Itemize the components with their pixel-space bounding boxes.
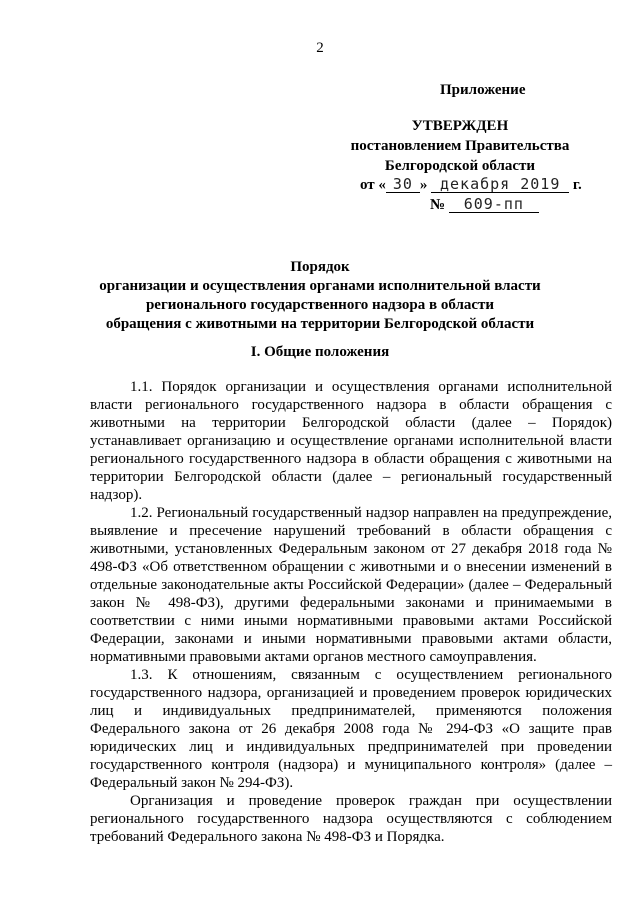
paragraph-1-2: 1.2. Региональный государственный надзор направлен на предупреждение, выявление и пресечение нарушений требований в области обращения с животными, установленных Федеральным законом от 27 декабря 2018 года № 498-ФЗ «Об ответственном обращении с животными и о внесении изменений в отдельные законодательные акты Российской Федерации» (далее – Федеральный закон № 498-ФЗ), другими федеральными законами и принимаемыми в соответствии с ними иными нормативными правовыми актами Российской Федерации, законами и иными нормативными правовыми актами области, нормативными правовыми актами органов местного самоуправления. <box>90 505 612 665</box>
approval-date-line <box>360 176 600 194</box>
number-value: 609-пп <box>449 196 539 213</box>
approval-number-line <box>430 196 539 214</box>
appendix-label: Приложение <box>440 82 526 98</box>
approved-label: УТВЕРЖДЕН <box>411 118 509 134</box>
title-line-1: Порядок <box>290 259 350 275</box>
title-line-3: регионального государственного надзора в области <box>145 297 495 313</box>
page-number: 2 <box>316 40 324 56</box>
paragraph-1-3: 1.3. К отношениям, связанным с осуществлением регионального государственного надзора, организацией и проведением проверок юридических лиц и индивидуальных предпринимателей, применяются положения Федерального закона от 26 декабря 2008 года № 294-ФЗ «О защите прав юридических лиц и индивидуальных предпринимателей при проведении государственного контроля (надзора) и муниципального контроля» (далее – Федеральный закон № 294-ФЗ). <box>90 667 612 791</box>
date-suffix: г. <box>572 177 582 193</box>
approved-by-line1: постановлением Правительства <box>350 138 570 154</box>
date-day: 30 <box>386 176 420 193</box>
date-month-year: декабря 2019 <box>431 176 569 193</box>
document-title <box>0 258 640 334</box>
title-line-4: обращения с животными на территории Белгородской области <box>105 316 535 332</box>
paragraph-1-3-continued: Организация и проведение проверок граждан при осуществлении регионального государственного надзора осуществляются с соблюдением требований Федерального закона № 498-ФЗ и Порядка. <box>90 793 612 845</box>
number-prefix: № <box>430 197 446 213</box>
approved-by-line2: Белгородской области <box>384 158 536 174</box>
title-line-2: организации и осуществления органами исполнительной власти <box>99 278 541 294</box>
date-prefix: от « <box>360 177 386 193</box>
paragraph-1-1: 1.1. Порядок организации и осуществления органами исполнительной власти регионального государственного надзора в области обращения с животными на территории Белгородской области (далее – Порядок) устанавливает организацию и осуществление органами исполнительной власти регионального государственного надзора в области обращения с животными на территории Белгородской области (далее – региональный государственный надзор). <box>90 379 612 503</box>
section-heading: I. Общие положения <box>250 344 390 360</box>
body-text <box>90 378 612 846</box>
date-mid: » <box>419 177 428 193</box>
